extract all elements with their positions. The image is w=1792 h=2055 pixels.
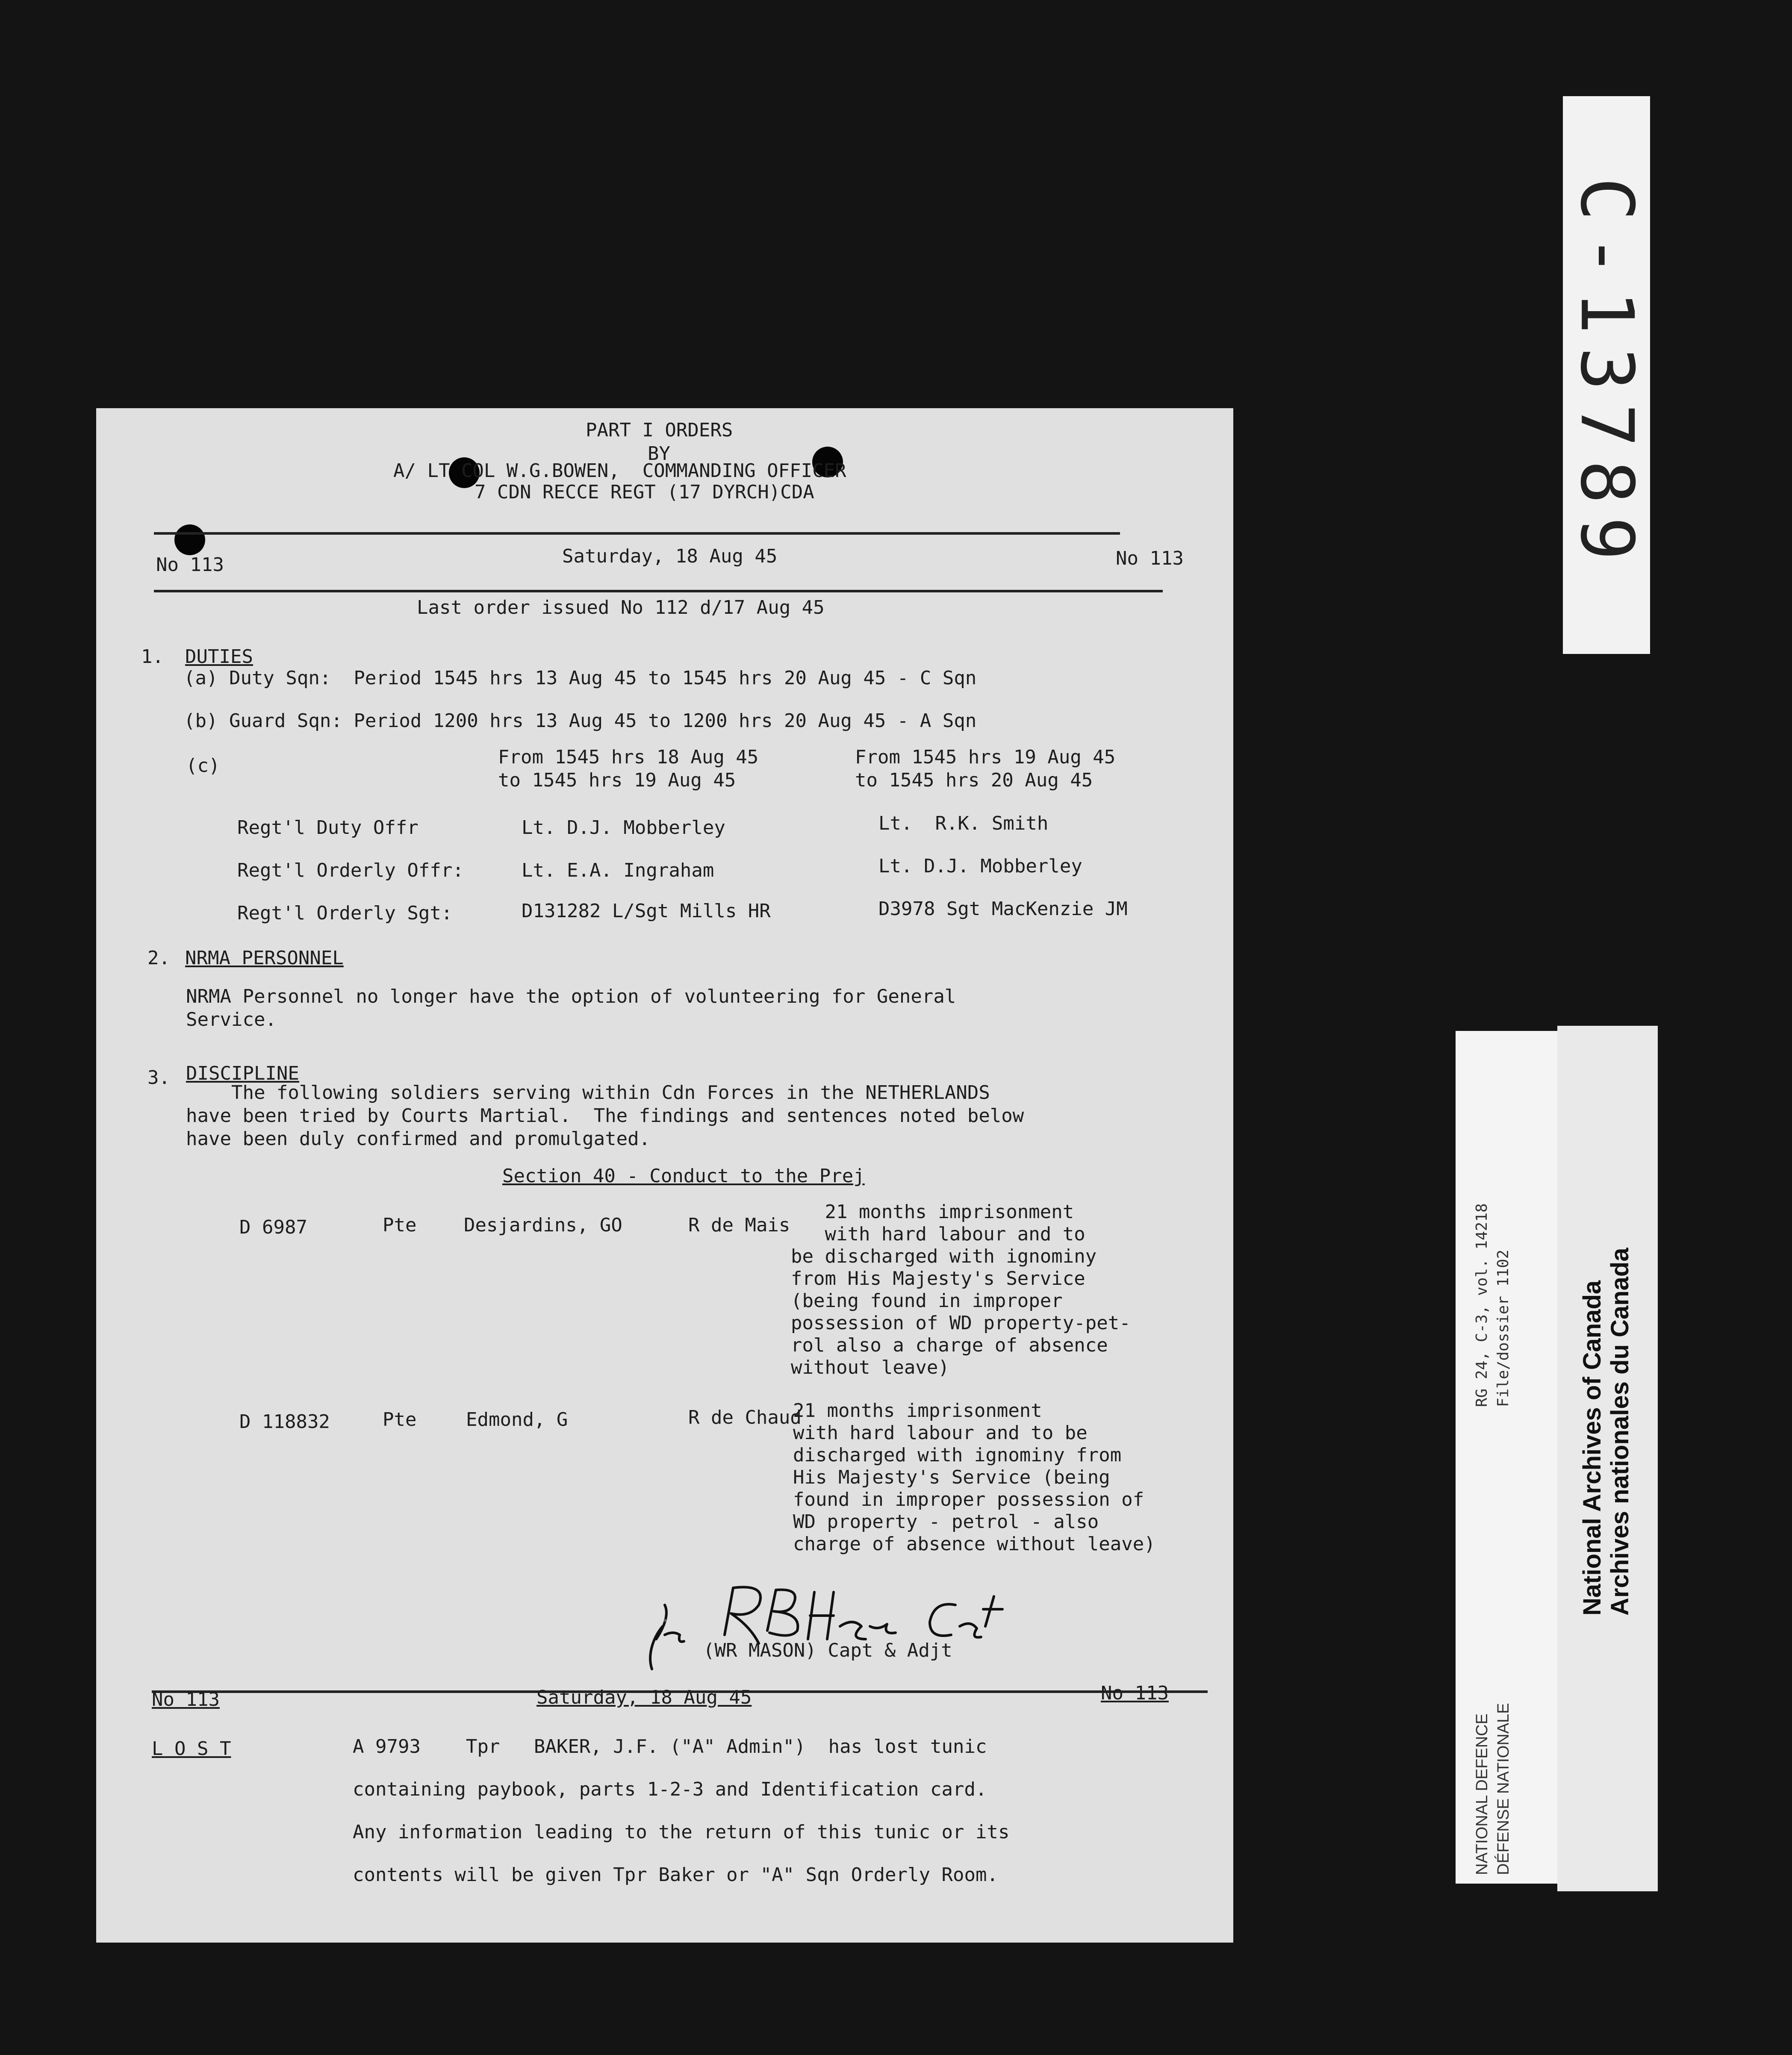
department-line1: NATIONAL DEFENCE [1473,1713,1491,1875]
duty-role: Regt'l Orderly Offr: [237,860,464,881]
part-two-date: Saturday, 18 Aug 45 [536,1687,752,1708]
archives-stamp-card [1557,1026,1658,1891]
signature-prefix: for [660,1644,667,1649]
duty-first: D131282 L/Sgt Mills HR [522,900,771,922]
document-by: BY [648,443,670,465]
discipline-number: 3. [147,1067,170,1089]
order-number-left: No 113 [156,554,224,576]
duty-first: Lt. E.A. Ingraham [522,860,714,881]
lost-line: Any information leading to the return of this tunic or its [353,1821,1010,1843]
punch-hole [174,524,205,555]
period-two: From 1545 hrs 19 Aug 45 to 1545 hrs 20 Aug 45 [855,746,1116,791]
case-name: Desjardins, GO [464,1214,622,1236]
case-rank: Pte [383,1409,417,1431]
case-name: Edmond, G [466,1409,568,1431]
date-rule [154,590,1163,592]
case-service-number: D 118832 [239,1411,330,1433]
duties-number: 1. [141,646,164,668]
reel-number-card [1563,96,1650,654]
duty-squadron-line: (a) Duty Sqn: Period 1545 hrs 13 Aug 45 to 1545 hrs 20 Aug 45 - C Sqn [184,667,977,689]
lost-line: A 9793 Tpr BAKER, J.F. ("A" Admin") has lost tunic [353,1736,987,1758]
orders-document [96,408,1233,1943]
part-two-number-right: No 113 [1101,1682,1169,1704]
archives-name-fr: Archives nationales du Canada [1606,1248,1634,1616]
case-sentence: 21 months imprisonment with hard labour and to be discharged with ignominy from His Majesty's Service (being found in improper possession of WD property-pet- rol also a charge of absence without leave) [791,1201,1131,1378]
part-two-number-left: No 113 [152,1689,220,1711]
archives-name-en: National Archives of Canada [1578,1280,1606,1616]
duties-c-label: (c) [186,755,220,777]
guard-squadron-line: (b) Guard Sqn: Period 1200 hrs 13 Aug 45 to 1200 hrs 20 Aug 45 - A Sqn [184,710,977,732]
lost-line: containing paybook, parts 1-2-3 and Identification card. [353,1778,987,1800]
document-title: PART I ORDERS [586,419,733,441]
officer-line: A/ LT COL W.G.BOWEN, COMMANDING OFFICER [393,460,846,482]
nrma-number: 2. [147,947,170,969]
duty-second: Lt. R.K. Smith [878,813,1049,834]
period-one: From 1545 hrs 18 Aug 45 to 1545 hrs 19 Aug 45 [498,746,759,791]
case-rank: Pte [383,1214,417,1236]
department-line2: DÉFENSE NATIONALE [1494,1703,1512,1875]
archive-reference-line2: File/dossier 1102 [1494,1249,1512,1407]
case-sentence: 21 months imprisonment with hard labour and to be discharged with ignominy from His Majesty's Service (being found in improper possession of WD property - petrol - also charge of absence without leave) [793,1400,1155,1555]
lost-heading: L O S T [152,1738,231,1760]
header-rule [154,532,1120,535]
order-number-right: No 113 [1116,548,1184,569]
case-unit: R de Mais [688,1214,790,1236]
nrma-text: NRMA Personnel no longer have the option of volunteering for General Service. [186,986,956,1030]
duty-second: D3978 Sgt MacKenzie JM [878,898,1128,920]
duty-second: Lt. D.J. Mobberley [878,855,1082,877]
signature-name: (WR MASON) Capt & Adjt [703,1640,952,1661]
signature-text: RBHsw Capt [654,1618,682,1623]
lost-line: contents will be given Tpr Baker or "A" Sqn Orderly Room. [353,1864,998,1886]
duties-heading: DUTIES [185,646,253,668]
case-unit: R de Chaud [688,1407,802,1428]
last-order-line: Last order issued No 112 d/17 Aug 45 [417,597,825,618]
duty-role: Regt'l Duty Offr [237,817,419,839]
case-service-number: D 6987 [239,1216,307,1238]
order-date: Saturday, 18 Aug 45 [562,545,778,567]
discipline-intro: The following soldiers serving within Cdn Forces in the NETHERLANDS have been tried by Courts Martial. The findings and sentences noted below have been duly confirmed and promulgated. [186,1082,1024,1150]
duty-first: Lt. D.J. Mobberley [522,817,725,839]
unit-line: 7 CDN RECCE REGT (17 DYRCH)CDA [475,481,814,503]
section-heading: Section 40 - Conduct to the Prej [502,1165,865,1187]
discipline-heading: DISCIPLINE [186,1063,299,1084]
reel-number: C-13789 [1564,177,1649,573]
archive-reference-line1: RG 24, C-3, vol. 14218 [1473,1203,1491,1407]
duty-role: Regt'l Orderly Sgt: [237,902,453,924]
nrma-heading: NRMA PERSONNEL [185,947,344,969]
archive-reference-card [1456,1031,1560,1884]
handwritten-signature [639,1579,1131,1678]
